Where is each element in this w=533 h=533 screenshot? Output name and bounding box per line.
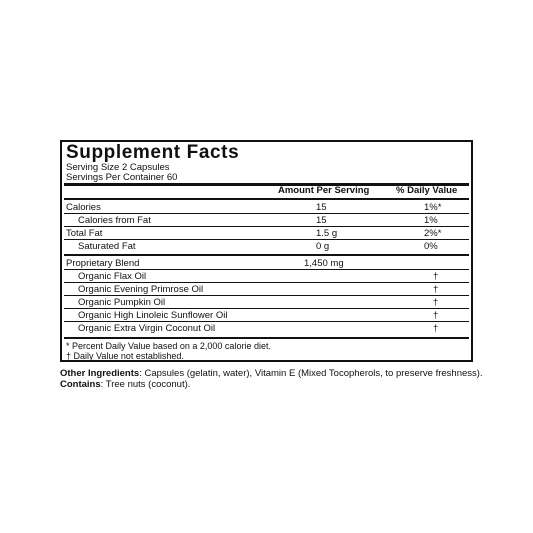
blend-row [64,257,469,270]
header-amount: Amount Per Serving [278,185,370,196]
row-amount: 0 g [316,241,330,252]
nutrient-row [64,240,469,253]
row-daily-value: † [433,323,439,334]
serving-size: Serving Size 2 Capsules [66,162,170,173]
other-ingredients-text: : Capsules (gelatin, water), Vitamin E (Mixed Tocopherols, to preserve freshness). [139,368,483,379]
row-daily-value: 1%* [424,202,442,213]
row-daily-value: † [433,271,439,282]
blend-row [64,322,469,335]
thick-rule-bottom [64,337,469,339]
nutrient-row [64,214,469,227]
thick-rule-header [64,198,469,200]
row-label: Calories [66,202,101,213]
footnote-dagger: † Daily Value not established. [66,351,184,361]
row-daily-value: † [433,297,439,308]
supplement-facts-panel [60,140,473,362]
blend-row [64,296,469,309]
footnote-percent: * Percent Daily Value based on a 2,000 calorie diet. [66,341,271,351]
row-label: Organic Extra Virgin Coconut Oil [78,323,216,334]
row-label: Organic Evening Primrose Oil [78,284,204,295]
row-amount: 1,450 mg [304,258,344,269]
blend-row [64,309,469,322]
nutrient-row [64,201,469,214]
blend-row [64,270,469,283]
row-label: Saturated Fat [78,241,136,252]
blend-row [64,283,469,296]
row-daily-value: † [433,284,439,295]
row-label: Calories from Fat [78,215,151,226]
row-daily-value: 0% [424,241,438,252]
row-daily-value: † [433,310,439,321]
header-daily-value: % Daily Value [396,185,458,196]
row-label: Organic Flax Oil [78,271,147,282]
row-amount: 15 [316,202,327,213]
row-label: Total Fat [66,228,103,239]
row-label: Organic Pumpkin Oil [78,297,166,308]
other-ingredients [60,368,483,379]
contains-label: Contains [60,379,101,390]
row-daily-value: 1% [424,215,438,226]
panel-title: Supplement Facts [66,142,240,163]
row-label: Organic High Linoleic Sunflower Oil [78,310,228,321]
thick-rule-mid [64,254,469,256]
servings-per-container: Servings Per Container 60 [66,172,178,183]
row-amount: 1.5 g [316,228,338,239]
row-amount: 15 [316,215,327,226]
row-daily-value: 2%* [424,228,442,239]
allergen-statement [60,379,190,390]
other-ingredients-label: Other Ingredients [60,368,140,379]
nutrient-row [64,227,469,240]
contains-text: : Tree nuts (coconut). [100,379,191,390]
row-label: Proprietary Blend [66,258,140,269]
